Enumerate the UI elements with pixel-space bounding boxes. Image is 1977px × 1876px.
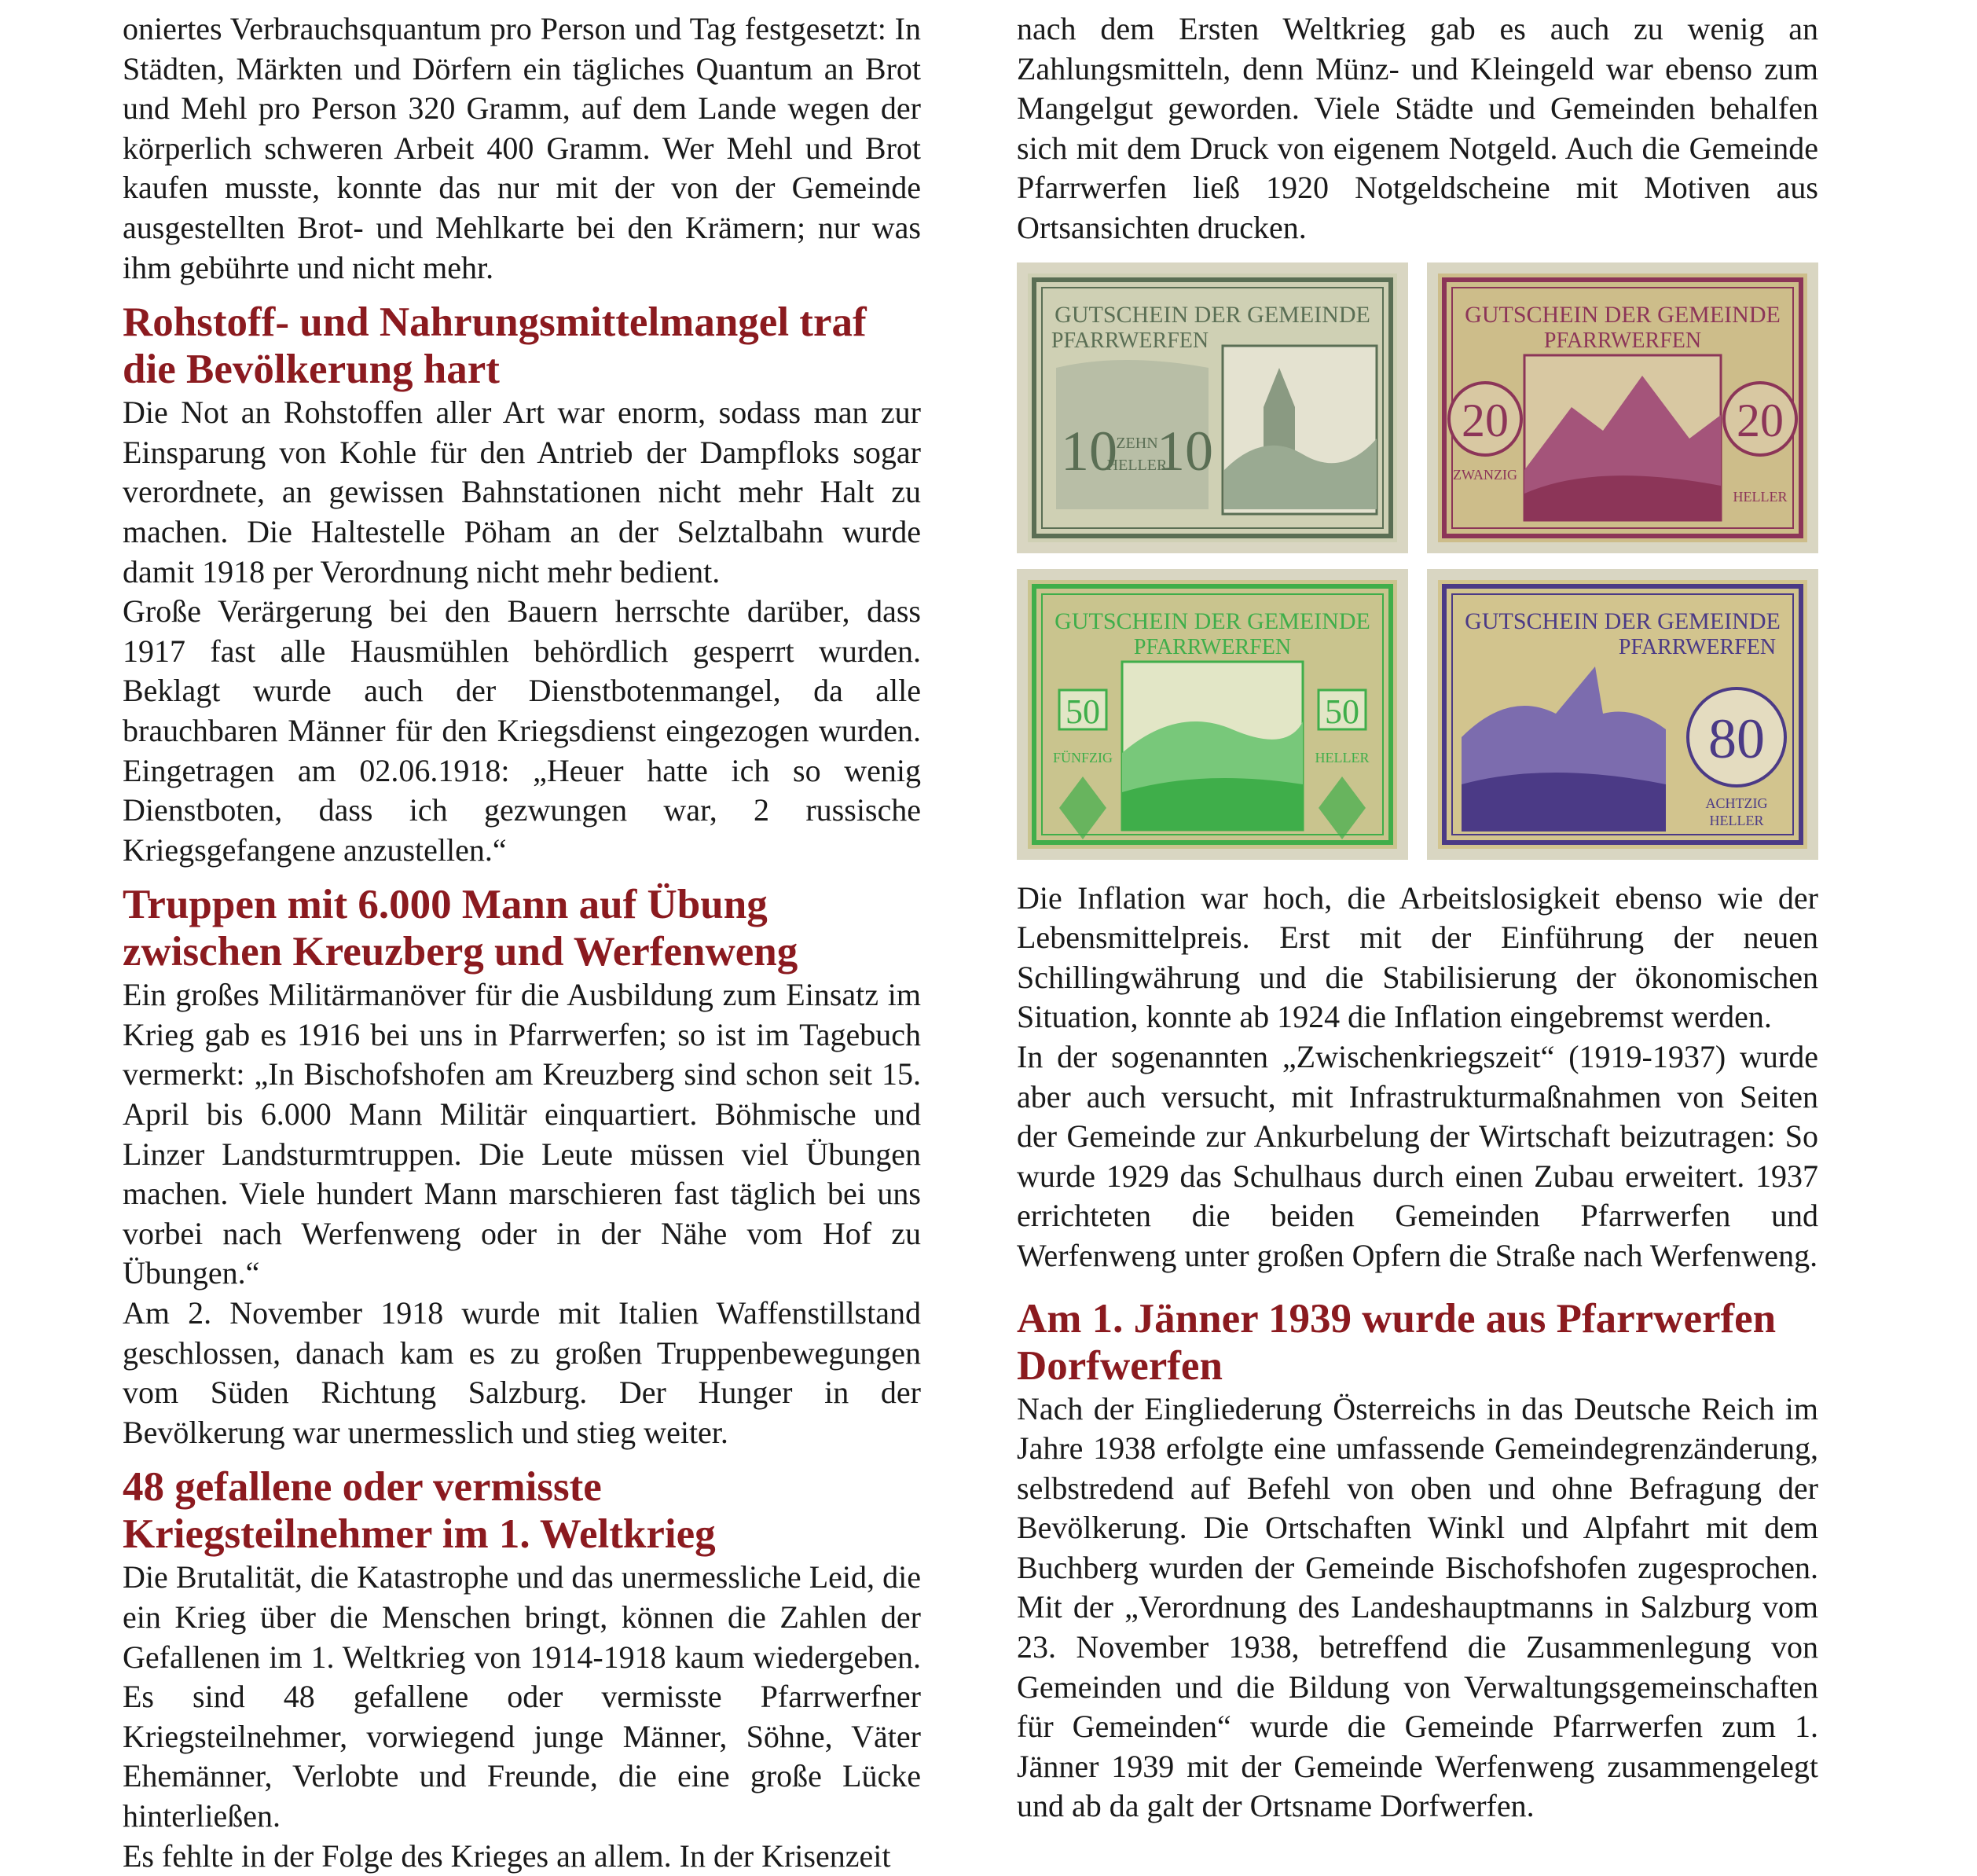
truppen-paragraph-2: Am 2. November 1918 wurde mit Italien Waffenstillstand geschlossen, danach kam es zu großen Truppenbewegungen vom Süden Richtung Salzburg. Der Hunger in der Bevölkerung war unermesslich und stieg weiter. bbox=[123, 1295, 921, 1450]
heading-gefallene: 48 gefallene oder vermisste Kriegsteilnehmer im 1. Weltkrieg bbox=[123, 1464, 716, 1558]
rohstoff-paragraph-1: Die Not an Rohstoffen aller Art war enorm, sodass man zur Einsparung von Kohle für den Antrieb der Dampfloks sogar verordnete, an gewissen Bahnstationen nicht mehr Halt zu machen. Die Haltestelle Pöham an der Selztalbahn wurde damit 1918 per Verordnung nicht mehr bedient. bbox=[123, 395, 921, 589]
left-column bbox=[123, 9, 921, 1876]
banknote-header-2: PFARRWERFEN bbox=[1618, 634, 1777, 659]
banknote-unit: HELLER bbox=[1106, 456, 1168, 474]
banknote-10-heller bbox=[1017, 262, 1408, 553]
banknote-unit: HELLER bbox=[1315, 749, 1370, 765]
banknote-value-right: 10 bbox=[1157, 419, 1213, 483]
banknote-10-illustration bbox=[1028, 274, 1397, 542]
gefallene-paragraph-2: Es fehlte in der Folge des Krieges an allem. In der Krisenzeit bbox=[123, 1837, 891, 1874]
banknote-unit: HELLER bbox=[1733, 488, 1788, 505]
banknote-header: GUTSCHEIN DER GEMEINDE bbox=[1055, 301, 1370, 328]
banknote-value-right: 20 bbox=[1737, 394, 1784, 446]
dorfwerfen-paragraph: Nach der Eingliederung Österreichs in das Deutsche Reich im Jahre 1938 erfolgte eine umfassende Gemeindegrenzänderung, selbstredend auf Befehl von oben und ohne Befragung der Bevölkerung. Die Ortschaften Winkl und Alpfahrt mit dem Buchberg wurden der Gemeinde Bischofshofen zugesprochen. Mit der „Verordnung des Landeshauptmanns in Salzburg vom 23. November 1938, betreffend die Zusammenlegung von Gemeinden und die Bildung von Verwaltungsgemeinschaften für Gemeinden“ wurde die Gemeinde Pfarrwerfen zum 1. Jänner 1939 mit der Gemeinde Werfenweng zusammengelegt und ab da galt der Ortsname Dorfwerfen. bbox=[1017, 1390, 1818, 1824]
banknote-word: ZEHN bbox=[1116, 434, 1158, 452]
notgeld-paragraph: nach dem Ersten Weltkrieg gab es auch zu wenig an Zahlungsmitteln, denn Münz- und Kleingeld war ebenso zum Mangelgut geworden. Viele Städte und Gemeinden behalfen sich mit dem Druck von eigenem Notgeld. Auch die Gemeinde Pfarrwerfen ließ 1920 Notgeldscheine mit Motiven aus Ortsansichten drucken. bbox=[1017, 11, 1818, 245]
banknote-20-heller bbox=[1427, 262, 1818, 553]
inflation-paragraph-1: Die Inflation war hoch, die Arbeitslosigkeit ebenso wie der Lebensmittelpreis. Erst mit der Einführung der neuen Schillingwährung und die Stabilisierung der ökonomischen Situation, konnte ab 1924 die Inflation eingebremst werden. bbox=[1017, 879, 1818, 1035]
banknote-value-left: 50 bbox=[1066, 692, 1100, 731]
banknote-80-heller bbox=[1427, 569, 1818, 860]
banknote-header-2: PFARRWERFEN bbox=[1051, 328, 1209, 353]
banknote-word: ACHTZIG bbox=[1705, 795, 1768, 811]
banknote-value-right: 50 bbox=[1325, 692, 1359, 731]
banknote-50-heller bbox=[1017, 569, 1408, 860]
truppen-paragraph-1: Ein großes Militärmanöver für die Ausbildung zum Einsatz im Krieg gab es 1916 bei uns in Pfarrwerfen; so ist im Tagebuch vermerkt: „In Bischofshofen am Kreuzberg sind schon seit 15. April bis 6.000 Mann Militär einquartiert. Böhmische und Linzer Landsturmtruppen. Die Leute müssen viel Übungen machen. Viele hundert Mann marschieren fast täglich bei uns vorbei nach Werfenweng oder in der Nähe vom Hof zu Übungen.“ bbox=[123, 977, 921, 1291]
banknote-header: GUTSCHEIN DER GEMEINDE bbox=[1055, 608, 1370, 634]
rohstoff-paragraph-2: Große Verärgerung bei den Bauern herrschte darüber, dass 1917 fast alle Hausmühlen behördlich gesperrt wurden. Beklagt wurde auch der Dienstbotenmangel, da alle brauchbaren Männer für den Kriegsdienst eingezogen wurden. Eingetragen am 02.06.1918: „Heuer hatte ich so wenig Dienstboten, dass ich gezwungen war, 2 russische Kriegsgefangene anzustellen.“ bbox=[123, 593, 921, 868]
right-column bbox=[1017, 9, 1818, 1826]
banknote-header: GUTSCHEIN DER GEMEINDE bbox=[1465, 301, 1781, 328]
heading-dorfwerfen: Am 1. Jänner 1939 wurde aus Pfarrwerfen Dorfwerfen bbox=[1017, 1295, 1777, 1389]
notgeld-images bbox=[1017, 262, 1818, 860]
banknote-word: ZWANZIG bbox=[1453, 466, 1517, 483]
banknote-header-2: PFARRWERFEN bbox=[1543, 328, 1702, 353]
banknote-unit: HELLER bbox=[1709, 812, 1764, 828]
banknote-header: GUTSCHEIN DER GEMEINDE bbox=[1465, 608, 1781, 634]
banknote-value: 80 bbox=[1708, 707, 1765, 770]
intro-paragraph: oniertes Verbrauchsquantum pro Person und Tag festgesetzt: In Städten, Märkten und Dörfern ein tägliches Quantum an Brot und Mehl pro Person 320 Gramm, auf dem Lande wegen der körperlich schweren Arbeit 400 Gramm. Wer Mehl und Brot kaufen musste, konnte das nur mit der von der Gemeinde ausgestellten Brot- und Mehlkarte bei den Krämern; nur was ihm gebührte und nicht mehr. bbox=[123, 11, 921, 285]
banknote-value-left: 20 bbox=[1462, 394, 1509, 446]
inflation-paragraph-2: In der sogenannten „Zwischenkriegszeit“ (1919-1937) wurde aber auch versucht, mit Infrastrukturmaßnahmen von Seiten der Gemeinde zur Ankurbelung der Wirtschaft beizutragen: So wurde 1929 das Schulhaus durch einen Zubau erweitert. 1937 errichteten die beiden Gemeinden Pfarrwerfen und Werfenweng unter großen Opfern die Straße nach Werfenweng. bbox=[1017, 1038, 1818, 1273]
banknote-word: FÜNFZIG bbox=[1052, 749, 1113, 765]
gefallene-paragraph-1: Die Brutalität, die Katastrophe und das unermessliche Leid, die ein Krieg über die Menschen bringt, können die Zahlen der Gefallenen im 1. Weltkrieg von 1914-1918 kaum wiedergeben. Es sind 48 gefallene oder vermisste Pfarrwerfner Kriegsteilnehmer, vorwiegend junge Männer, Söhne, Väter Ehemänner, Verlobte und Freunde, die eine große Lücke hinterließen. bbox=[123, 1559, 921, 1834]
banknote-value-left: 10 bbox=[1061, 419, 1117, 483]
banknote-20-illustration bbox=[1438, 274, 1807, 542]
heading-truppen: Truppen mit 6.000 Mann auf Übung zwischen Kreuzberg und Werfenweng bbox=[123, 882, 798, 975]
banknote-50-illustration bbox=[1028, 580, 1397, 849]
banknote-80-illustration bbox=[1438, 580, 1807, 849]
heading-rohstoffmangel: Rohstoff- und Nahrungsmittelmangel traf die Bevölkerung hart bbox=[123, 299, 867, 393]
banknote-header-2: PFARRWERFEN bbox=[1133, 634, 1292, 659]
